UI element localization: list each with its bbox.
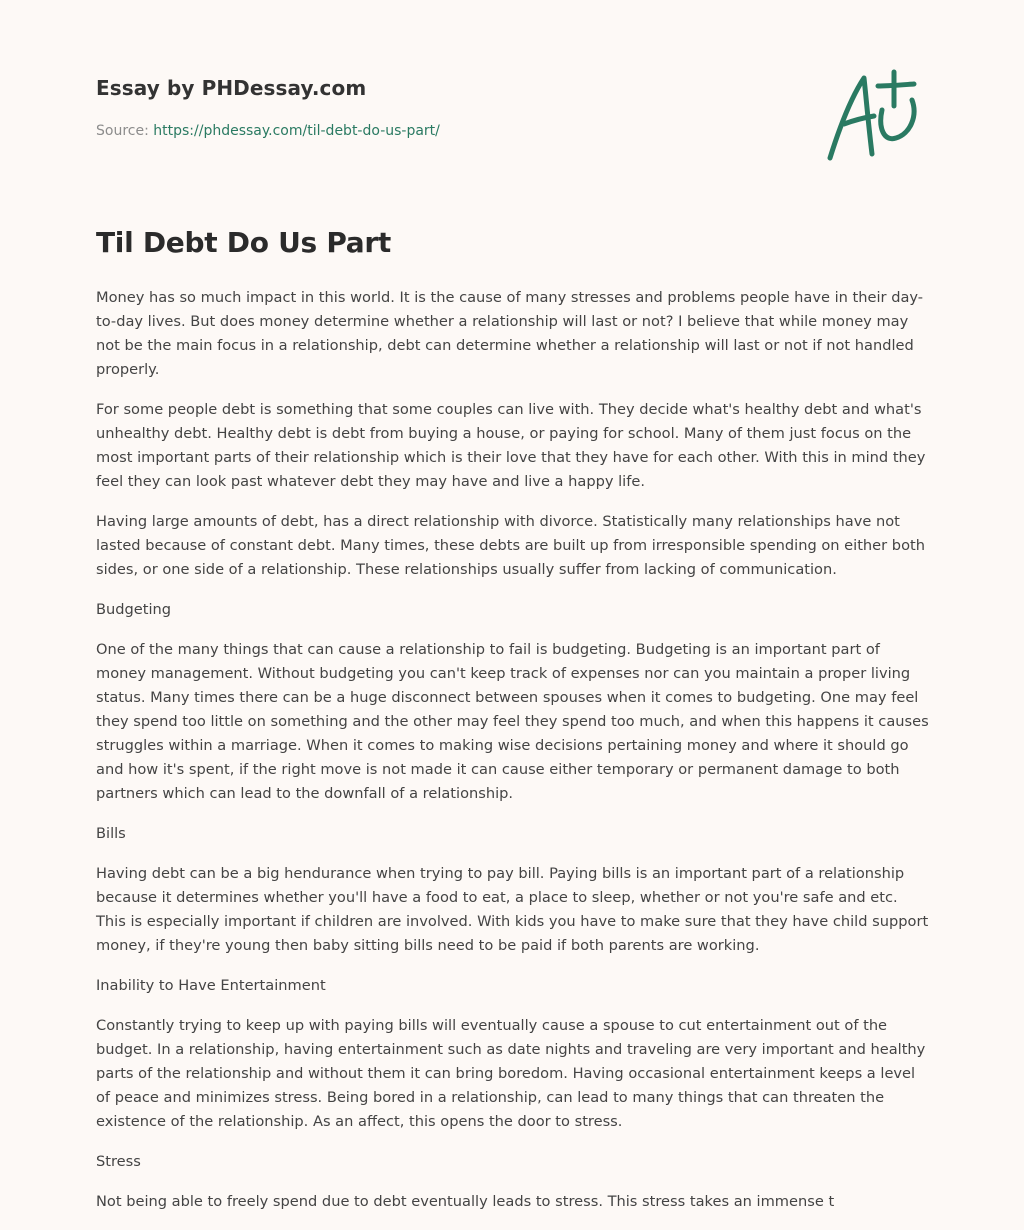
section-heading: Bills (96, 825, 126, 842)
paragraph: For some people debt is something that some couples can live with. They decide what's healthy debt and what's unhealthy debt. Healthy debt is debt from buying a house, or paying for school. Many of them just focus on the most important parts of their relationship which is their love that they have for each other. With this in mind they feel they can look past whatever debt they may have and live a happy life. (96, 401, 926, 490)
paragraph: Constantly trying to keep up with paying bills will eventually cause a spouse to cut entertainment out of the budget. In a relationship, having entertainment such as date nights and traveling are very important and healthy parts of the relationship and without them it can bring boredom. Having occasional entertainment keeps a level of peace and minimizes stress. Being bored in a relationship, can lead to many things that can threaten the existence of the relationship. As an affect, this opens the door to stress. (96, 1017, 926, 1130)
a-plus-logo-icon (822, 66, 930, 166)
paragraph: Having debt can be a big hendurance when trying to pay bill. Paying bills is an important part of a relationship because it determines whether you'll have a food to eat, a place to sleep, whether or not you're safe and etc. This is especially important if children are involved. With kids you have to make sure that they have child support money, if they're young then baby sitting bills need to be paid if both parents are working. (96, 865, 929, 954)
essay-title: Til Debt Do Us Part (96, 226, 391, 259)
section-heading: Inability to Have Entertainment (96, 977, 326, 994)
source-link[interactable]: https://phdessay.com/til-debt-do-us-part/ (153, 123, 440, 139)
paragraph: Having large amounts of debt, has a direct relationship with divorce. Statistically many relationships have not lasted because of constant debt. Many times, these debts are built up from irresponsible spending on either both sides, or one side of a relationship. These relationships usually suffer from lacking of communication. (96, 513, 925, 578)
section-heading: Budgeting (96, 601, 172, 618)
essay-body (96, 286, 930, 1230)
paragraph: Money has so much impact in this world. It is the cause of many stresses and problems people have in their day-to-day lives. But does money determine whether a relationship will last or not? I believe that while money may not be the main focus in a relationship, debt can determine whether a relationship will last or not if not handled properly. (96, 289, 924, 378)
page-header (96, 76, 440, 139)
source-line (96, 123, 440, 139)
site-title: Essay by PHDessay.com (96, 76, 367, 100)
paragraph: Not being able to freely spend due to debt eventually leads to stress. This stress takes an immense t (96, 1193, 835, 1210)
section-heading: Stress (96, 1153, 141, 1170)
source-label: Source: (96, 123, 149, 139)
paragraph: One of the many things that can cause a relationship to fail is budgeting. Budgeting is an important part of money management. Without budgeting you can't keep track of expenses nor can you maintain a proper living status. Many times there can be a huge disconnect between spouses when it comes to budgeting. One may feel they spend too little on something and the other may feel they spend too much, and when this happens it causes struggles within a marriage. When it comes to making wise decisions pertaining money and where it should go and how it's spent, if the right move is not made it can cause either temporary or permanent damage to both partners which can lead to the downfall of a relationship. (96, 641, 929, 802)
